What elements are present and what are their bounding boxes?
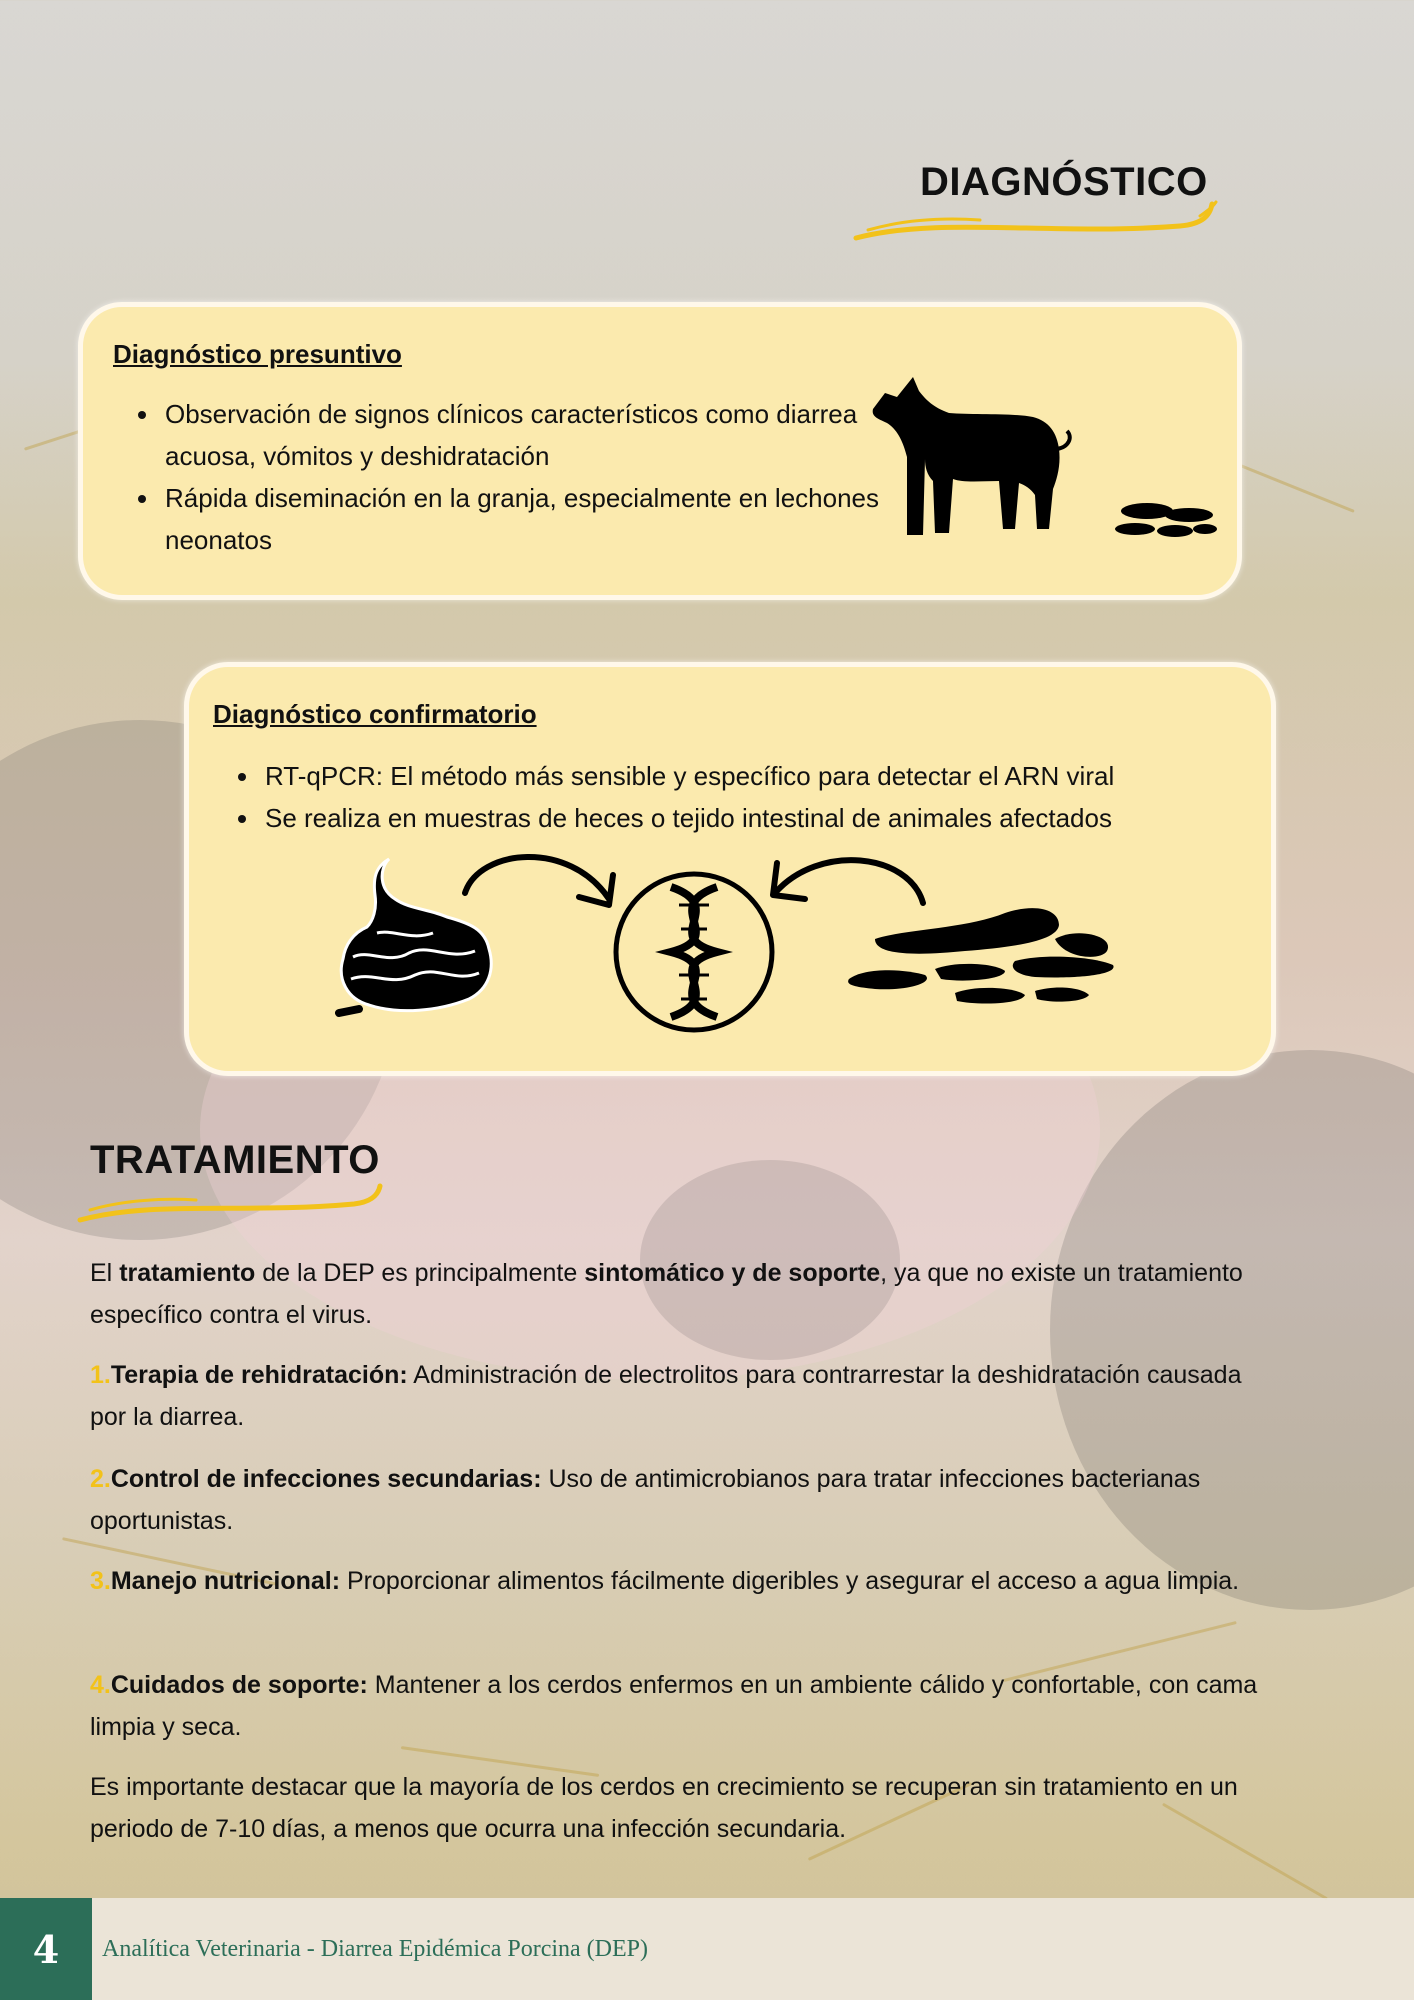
confirmatorio-list (213, 755, 1261, 839)
pig-icon (863, 357, 1083, 557)
title-underline-swoosh (74, 1180, 394, 1230)
arrow-icon (459, 839, 629, 919)
presuntivo-card (78, 302, 1242, 600)
tratamiento-title: TRATAMIENTO (90, 1138, 380, 1182)
treatment-step: 1.Terapia de rehidratación: Administración de electrolitos para contrarrestar la deshidratación causada por la diarrea. (90, 1361, 1242, 1431)
dna-icon (609, 867, 779, 1037)
list-item: • Rápida diseminación en la granja, especialmente en lechones neonatos (161, 477, 921, 561)
list-item: • Observación de signos clínicos característicos como diarrea acuosa, vómitos y deshidratación (161, 393, 921, 477)
tratamiento-intro: El tratamiento de la DEP es principalmente sintomático y de soporte, ya que no existe un tratamiento específico contra el virus. (90, 1259, 1243, 1329)
diagnostico-title: DIAGNÓSTICO (920, 160, 1208, 204)
presuntivo-list (113, 393, 921, 561)
title-underline-swoosh (850, 196, 1230, 252)
treatment-step: 4.Cuidados de soporte: Mantener a los cerdos enfermos en un ambiente cálido y confortable, con cama limpia y seca. (90, 1671, 1258, 1741)
page-number: 4 (0, 1898, 92, 2000)
list-item: • RT-qPCR: El método más sensible y específico para detectar el ARN viral (261, 755, 1261, 797)
list-item: • Se realiza en muestras de heces o tejido intestinal de animales afectados (261, 797, 1261, 839)
confirmatorio-title: Diagnóstico confirmatorio (213, 699, 537, 729)
treatment-step: 3.Manejo nutricional: Proporcionar alimentos fácilmente digeribles y asegurar el acceso a agua limpia. (90, 1567, 1240, 1595)
presuntivo-title: Diagnóstico presuntivo (113, 339, 402, 369)
confirmatorio-card (184, 662, 1276, 1076)
footer-text: Analítica Veterinaria - Diarrea Epidémica Porcina (DEP) (102, 1936, 648, 1962)
feces-icon (845, 899, 1125, 1019)
tratamiento-closing: Es importante destacar que la mayoría de los cerdos en crecimiento se recuperan sin tratamiento en un periodo de 7-10 días, a menos que ocurra una infección secundaria. (90, 1773, 1238, 1843)
treatment-step: 2.Control de infecciones secundarias: Uso de antimicrobianos para tratar infecciones bacterianas oportunistas. (90, 1465, 1201, 1535)
feces-icon (1113, 497, 1223, 547)
